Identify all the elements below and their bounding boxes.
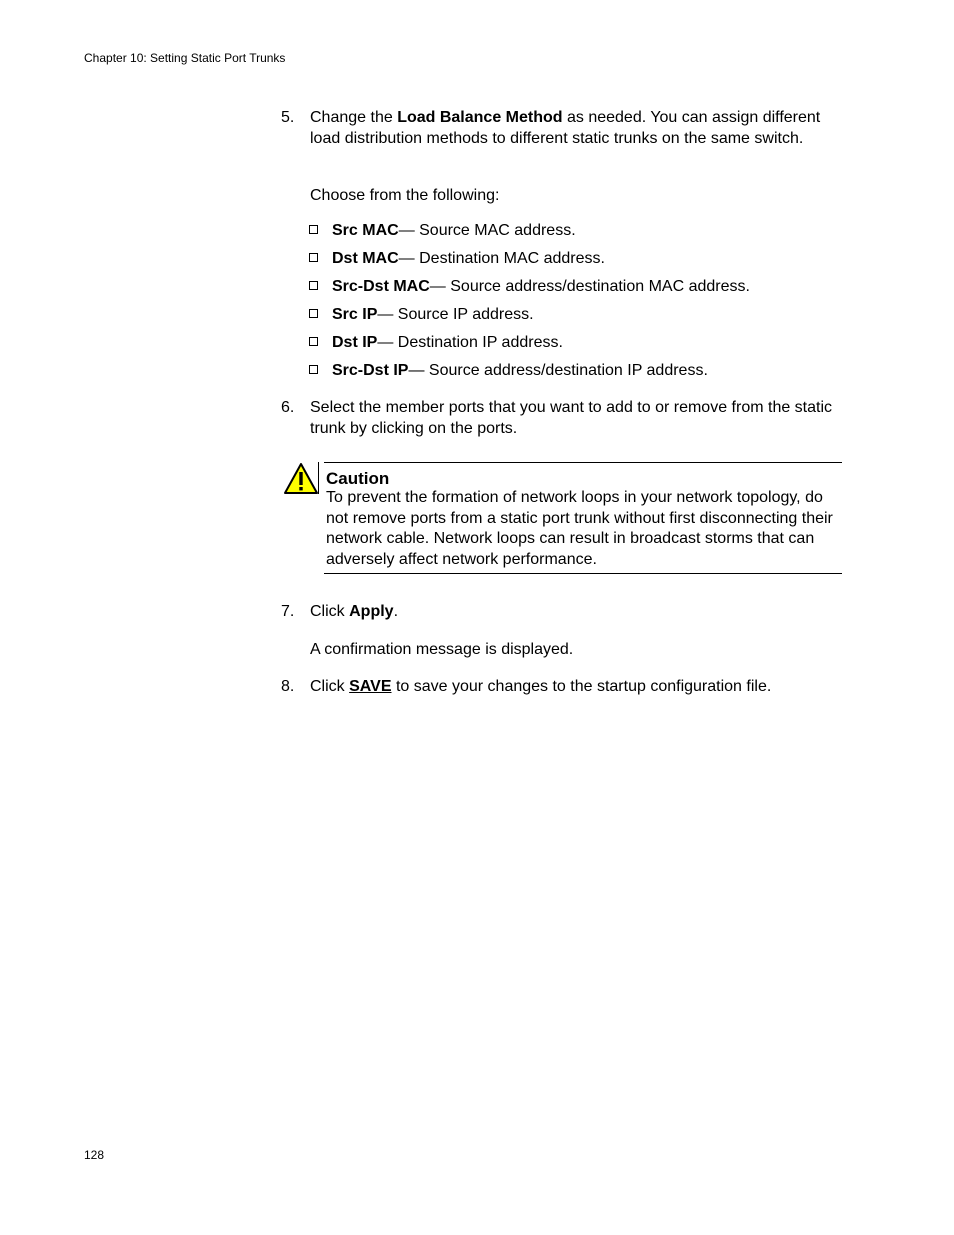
checkbox-bullet-icon bbox=[309, 309, 318, 318]
save-link[interactable]: SAVE bbox=[349, 678, 392, 695]
warning-triangle-icon bbox=[283, 462, 319, 500]
list-item bbox=[309, 333, 563, 353]
caution-bottom-rule bbox=[324, 573, 842, 574]
step-7-result: A confirmation message is displayed. bbox=[310, 641, 574, 658]
step-7-text-after: . bbox=[393, 603, 399, 620]
checkbox-bullet-icon bbox=[309, 365, 318, 374]
checkbox-bullet-icon bbox=[309, 225, 318, 234]
step-5-bold-term: Load Balance Method bbox=[397, 109, 563, 126]
list-item bbox=[309, 361, 708, 381]
list-item bbox=[309, 305, 534, 325]
option-desc: — Destination MAC address. bbox=[398, 250, 605, 267]
list-item bbox=[309, 249, 605, 269]
list-item bbox=[309, 221, 576, 241]
caution-title: Caution bbox=[326, 469, 390, 488]
option-desc: — Source address/destination IP address. bbox=[408, 362, 708, 379]
step-8-number: 8. bbox=[281, 678, 295, 695]
step-5-text bbox=[310, 108, 840, 149]
step-5-text-before: Change the bbox=[310, 109, 398, 126]
option-term: Src-Dst IP bbox=[332, 362, 409, 379]
choose-text: Choose from the following: bbox=[310, 187, 500, 204]
option-desc: — Source address/destination MAC address. bbox=[429, 278, 750, 295]
option-desc: — Source MAC address. bbox=[398, 222, 576, 239]
step-8-text-after: to save your changes to the startup configuration file. bbox=[391, 678, 772, 695]
option-term: Src IP bbox=[332, 306, 378, 323]
step-8-text-before: Click bbox=[310, 678, 350, 695]
step-7-number: 7. bbox=[281, 603, 295, 620]
step-5-number: 5. bbox=[281, 109, 295, 126]
checkbox-bullet-icon bbox=[309, 253, 318, 262]
step-8-text bbox=[310, 677, 840, 698]
running-header: Chapter 10: Setting Static Port Trunks bbox=[84, 51, 286, 65]
checkbox-bullet-icon bbox=[309, 281, 318, 290]
option-term: Dst MAC bbox=[332, 250, 399, 267]
option-term: Src MAC bbox=[332, 222, 399, 239]
step-5-text-after: as needed. You can assign different load distribution methods to different static trunks on the same switch. bbox=[310, 109, 821, 147]
option-term: Dst IP bbox=[332, 334, 378, 351]
checkbox-bullet-icon bbox=[309, 337, 318, 346]
step-7-text-before: Click bbox=[310, 603, 350, 620]
step-6-number: 6. bbox=[281, 399, 295, 416]
caution-body: To prevent the formation of network loops in your network topology, do not remove ports from a static port trunk without first disconnecting their network cable. Network loops can result in broadcast storms that can adversely affect network performance. bbox=[326, 489, 833, 568]
page-number: 128 bbox=[84, 1148, 105, 1162]
option-term: Src-Dst MAC bbox=[332, 278, 430, 295]
caution-top-rule bbox=[324, 462, 842, 463]
option-desc: — Source IP address. bbox=[377, 306, 534, 323]
step-7-bold-term: Apply bbox=[349, 603, 394, 620]
step-6-text: Select the member ports that you want to add to or remove from the static trunk by clicking on the ports. bbox=[310, 399, 833, 437]
step-7-text bbox=[310, 602, 840, 623]
option-desc: — Destination IP address. bbox=[377, 334, 563, 351]
list-item bbox=[309, 277, 750, 297]
